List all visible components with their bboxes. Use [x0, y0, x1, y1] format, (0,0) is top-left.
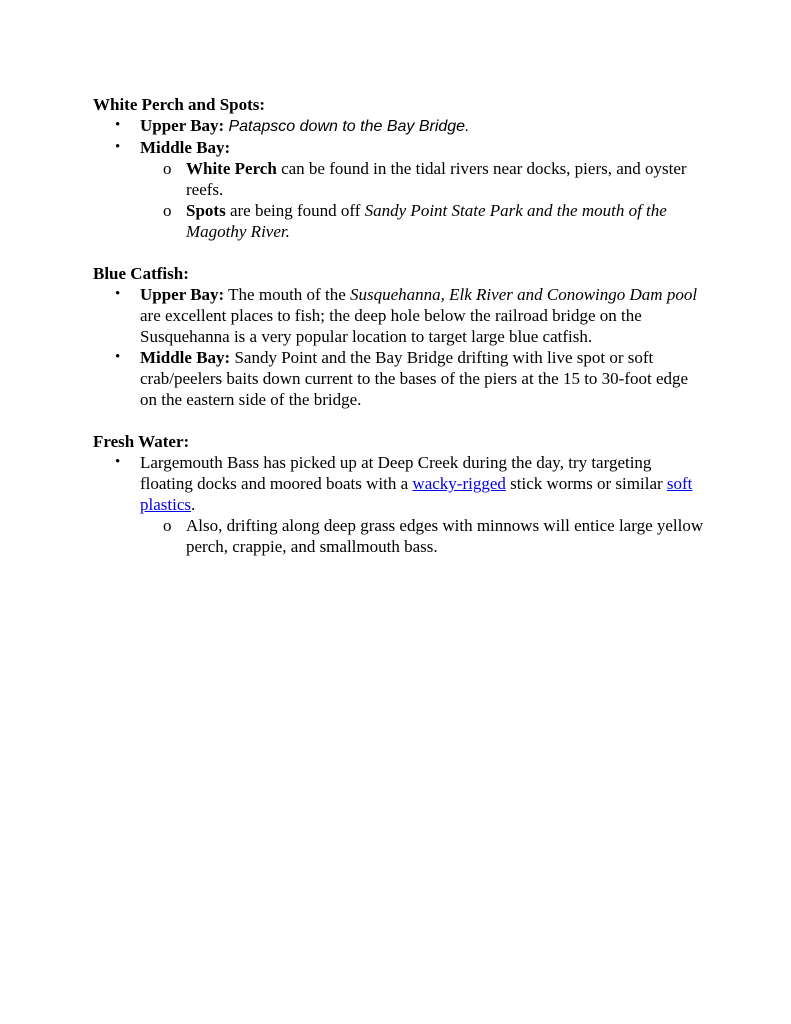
item-text: stick worms or similar [505, 474, 667, 493]
section-heading: Blue Catfish: [93, 264, 189, 283]
soft-plastics-link[interactable]: soft plastics [140, 474, 693, 514]
item-label: Middle Bay: [140, 348, 231, 367]
item-label: Upper Bay: [140, 116, 225, 135]
item-bold: White Perch [186, 159, 277, 178]
section-heading: White Perch and Spots: [93, 95, 266, 114]
sub-list-item [93, 515, 708, 557]
item-label: Upper Bay: [140, 285, 225, 304]
item-text: Patapsco down to the Bay Bridge. [228, 118, 470, 135]
bullet-icon: • [115, 349, 121, 365]
item-bold: Spots [186, 201, 226, 220]
list-item [93, 284, 708, 347]
document-content [93, 94, 708, 578]
item-text: are excellent places to fish; the deep hole below the railroad bridge on the Susquehanna is a very popular location to target large blue catfish. [140, 306, 642, 346]
item-text: Sandy Point and the Bay Bridge drifting with live spot or soft crab/peelers baits down current to the bases of the piers at the 15 to 30-foot edge on the eastern side of the bridge. [140, 348, 689, 409]
item-text: . [191, 495, 196, 514]
bullet-icon: • [115, 117, 121, 133]
sub-list-item [93, 200, 708, 242]
bullet-icon: • [115, 139, 121, 155]
sub-list-item [93, 158, 708, 200]
item-italic: Susquehanna, Elk River and Conowingo Dam pool [349, 285, 698, 304]
sub-bullet-icon: o [163, 516, 172, 535]
sub-bullet-icon: o [163, 201, 172, 220]
sub-bullet-list [93, 158, 708, 242]
section-heading: Fresh Water: [93, 432, 190, 451]
sub-bullet-icon: o [163, 159, 172, 178]
section-fresh-water [93, 431, 708, 557]
wacky-rigged-link[interactable]: wacky-rigged [412, 474, 506, 493]
sub-bullet-list [93, 515, 708, 557]
section-blue-catfish [93, 263, 708, 410]
list-item [93, 115, 708, 137]
bullet-list [93, 452, 708, 515]
item-text: Largemouth Bass has picked up at Deep Creek during the day, try targeting floating docks and moored boats with a [140, 453, 652, 493]
item-text: The mouth of the [224, 285, 350, 304]
list-item [93, 137, 708, 158]
list-item [93, 452, 708, 515]
item-text: Also, drifting along deep grass edges with minnows will entice large yellow perch, crappie, and smallmouth bass. [186, 516, 704, 556]
bullet-icon: • [115, 454, 121, 470]
item-text: are being found off [225, 201, 365, 220]
bullet-icon: • [115, 286, 121, 302]
item-text: can be found in the tidal rivers near docks, piers, and oyster reefs. [186, 159, 687, 199]
bullet-list [93, 284, 708, 410]
bullet-list [93, 115, 708, 158]
item-label: Middle Bay: [140, 138, 231, 157]
list-item [93, 347, 708, 410]
item-italic: Sandy Point State Park and the mouth of the Magothy River. [186, 201, 667, 241]
section-white-perch-spots [93, 94, 708, 242]
